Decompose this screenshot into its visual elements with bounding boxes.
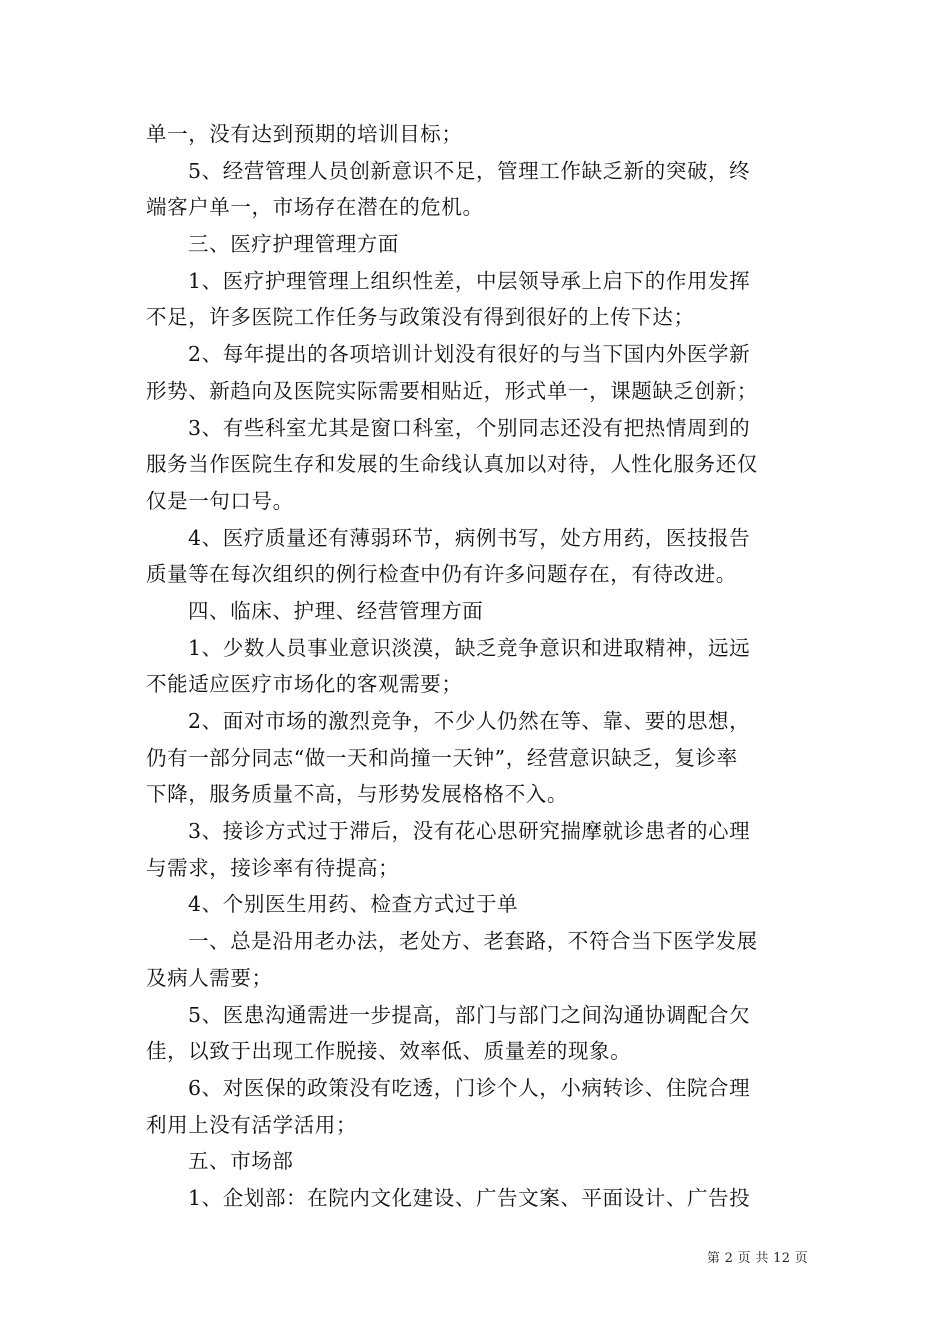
text-line: 利用上没有活学活用； [146, 1112, 357, 1137]
text-line: 1、医疗护理管理上组织性差，中层领导承上启下的作用发挥 [188, 268, 751, 293]
text-line: 6、对医保的政策没有吃透，门诊个人，小病转诊、住院合理 [188, 1075, 751, 1100]
text-line: 一、总是沿用老办法，老处方、老套路，不符合当下医学发展 [188, 929, 758, 954]
text-line: 2、每年提出的各项培训计划没有很好的与当下国内外医学新 [188, 342, 751, 367]
text-line: 服务当作医院生存和发展的生命线认真加以对待，人性化服务还仅 [146, 452, 758, 477]
text-line: 下降，服务质量不高，与形势发展格格不入。 [146, 782, 568, 807]
text-line: 四、临床、护理、经营管理方面 [188, 598, 484, 623]
text-line: 不足，许多医院工作任务与政策没有得到很好的上传下达； [146, 305, 695, 330]
text-line: 4、个别医生用药、检查方式过于单 [188, 892, 519, 917]
text-line: 形势、新趋向及医院实际需要相贴近，形式单一，课题缺乏创新； [146, 378, 758, 403]
text-line: 1、企划部：在院内文化建设、广告文案、平面设计、广告投 [188, 1185, 751, 1210]
text-line: 2、面对市场的激烈竞争，不少人仍然在等、靠、要的思想， [188, 709, 751, 733]
page-number: 第 2 页 共 12 页 [706, 1251, 808, 1266]
text-line: 仍有一部分同志“做一天和尚撞一天钟”，经营意识缺乏，复诊率 [146, 745, 738, 770]
text-line: 4、医疗质量还有薄弱环节，病例书写，处方用药，医技报告 [188, 525, 751, 550]
text-line: 三、医疗护理管理方面 [188, 232, 399, 257]
document-body [146, 116, 808, 1217]
text-line: 5、经营管理人员创新意识不足，管理工作缺乏新的突破，终 [188, 158, 751, 183]
text-line: 单一，没有达到预期的培训目标； [146, 122, 463, 146]
text-line: 不能适应医疗市场化的客观需要； [146, 672, 463, 697]
text-line: 3、有些科室尤其是窗口科室，个别同志还没有把热情周到的 [188, 415, 751, 440]
text-line: 佳，以致于出现工作脱接、效率低、质量差的现象。 [146, 1039, 632, 1064]
text-line: 五、市场部 [188, 1149, 294, 1174]
text-line: 3、接诊方式过于滞后，没有花心思研究揣摩就诊患者的心理 [188, 819, 751, 844]
text-line: 仅是一句口号。 [146, 488, 294, 513]
text-line: 端客户单一，市场存在潜在的危机。 [146, 195, 484, 220]
text-line: 及病人需要； [146, 965, 273, 990]
text-line: 与需求，接诊率有待提高； [146, 855, 400, 880]
text-line: 1、少数人员事业意识淡漠，缺乏竞争意识和进取精神，远远 [188, 635, 751, 660]
text-line: 质量等在每次组织的例行检查中仍有许多问题存在，有待改进。 [146, 562, 737, 587]
text-line: 5、医患沟通需进一步提高，部门与部门之间沟通协调配合欠 [188, 1002, 751, 1027]
